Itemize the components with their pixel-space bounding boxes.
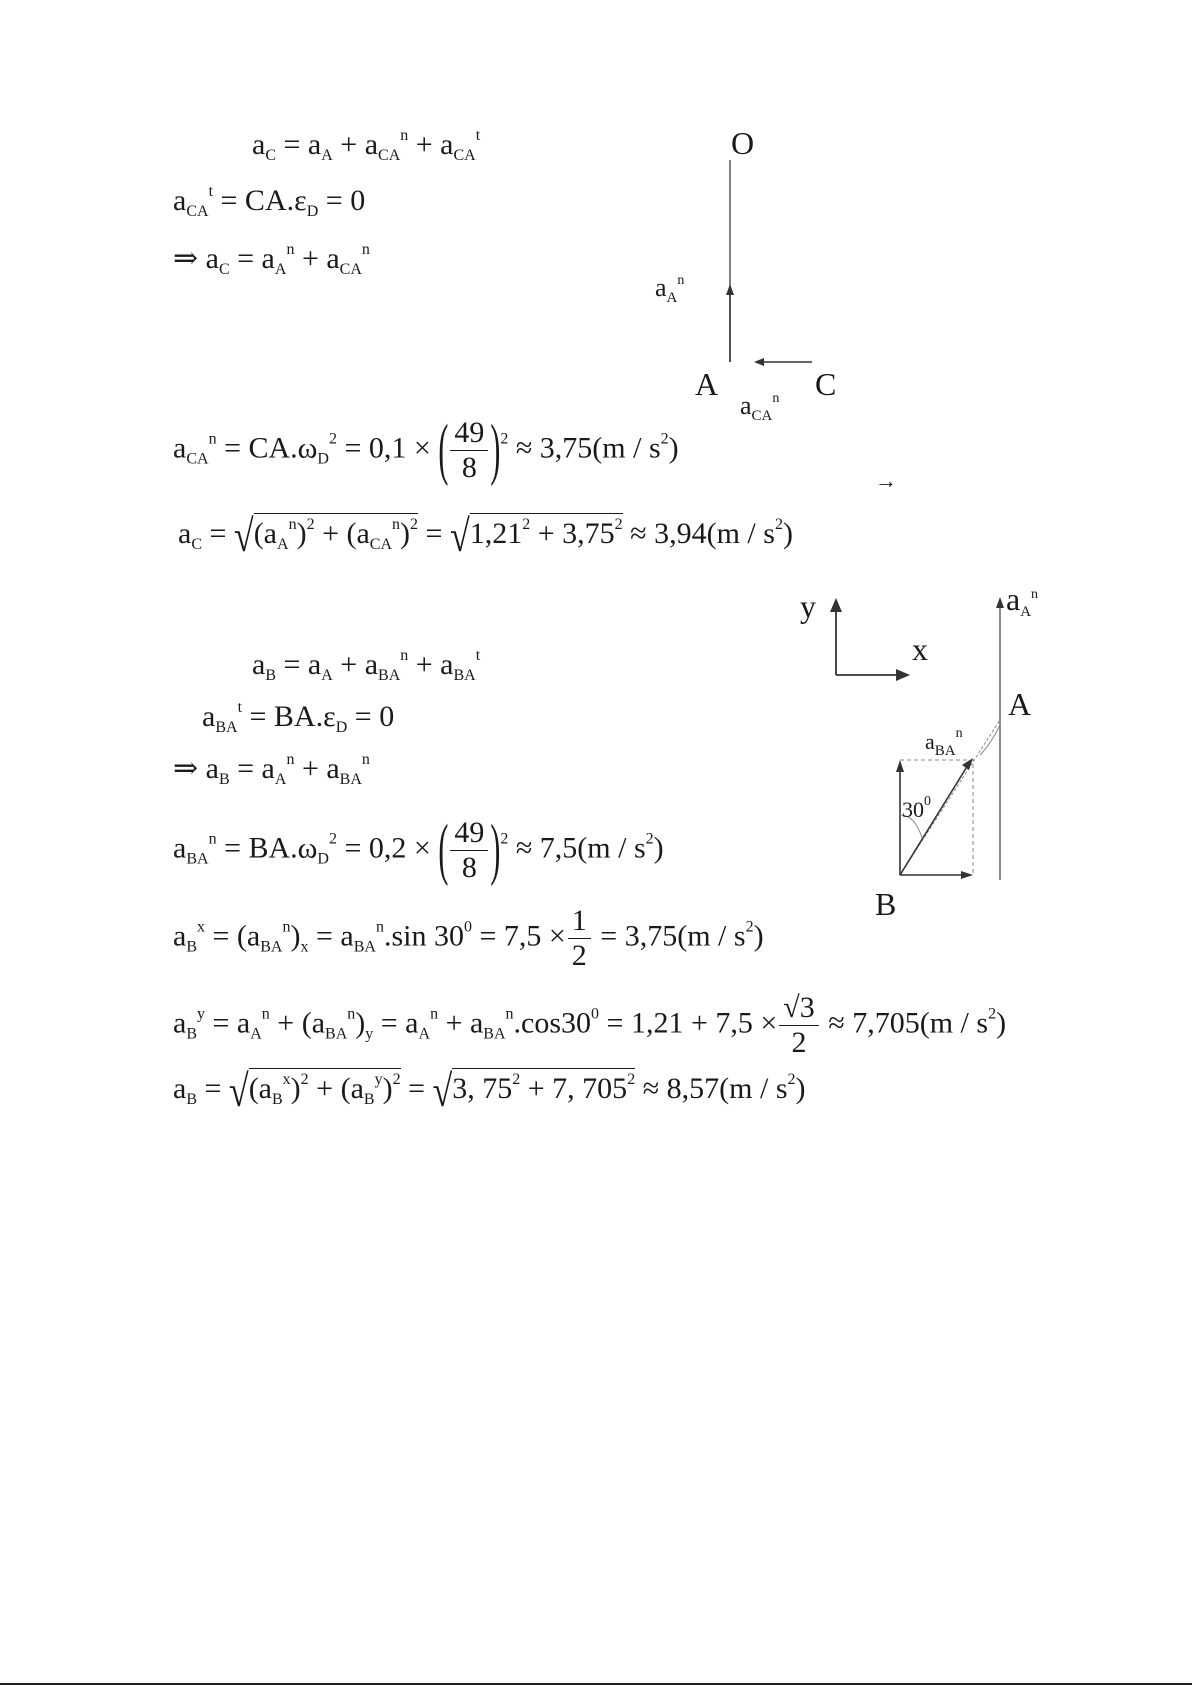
eq-ab-vector: $a_B = a_A + a_{BA}^n + a_{BA}^t$ <box>252 647 481 684</box>
eq-ac-magnitude: $a_C = √(a_A^n)^2 + (a_{CA}^n)^2 = √1,21^2 + 3,75^2 \approx 3,94(m / s^2)$ <box>178 511 793 562</box>
aba-x-arrowhead <box>961 871 973 879</box>
label-aa-n: $a_A^n$ <box>655 273 685 306</box>
eq-ab-implies: ⇒ $a_B = a_A^n + a_{BA}^n$ <box>173 751 370 788</box>
eq-ab-magnitude: $a_B = √(a_B^x)^2 + (a_B^y)^2 = √3$, $75^2 + 7$, $705^2 \approx 8,57(m / s^2)$ <box>173 1066 806 1117</box>
eq-abx: $a_B^x = (a_{BA}^n)_x = a_{BA}^n.\sin$ $30^0 = 7,5$ × $\frac{1}{2}$ = $3,75(m / s^2)$ <box>173 904 764 972</box>
label-c: C <box>815 366 837 402</box>
fraction-49-8: $\frac{49}{8}$ <box>450 818 488 883</box>
angle-arc-a <box>980 725 1000 755</box>
fraction-sqrt3-2: $\frac{√3}{2}$ <box>779 993 818 1058</box>
x-axis-arrowhead <box>896 669 910 681</box>
eq-aba-tangential: $a_{BA}^t = BA.\varepsilon_D = 0$ <box>202 699 395 736</box>
label-a: A <box>695 366 719 402</box>
eq-aca-normal: $a_{CA}^n = CA.\omega_D^2 = 0,1$ × ( $\frac{49}{8}$ )$^2 \approx 3,75(m / s^2)$ <box>173 411 679 488</box>
aba-y-arrowhead <box>896 760 904 772</box>
eq-aba-normal: $a_{BA}^n = BA.\omega_D^2 = 0,2$ × ( $\frac{49}{8}$ )$^2 \approx 7,5(m / s^2)$ <box>173 811 664 888</box>
label-y: y <box>800 588 816 624</box>
label-o: O <box>731 125 755 161</box>
y-axis-arrowhead <box>830 598 842 612</box>
label-angle-30: $30^0$ <box>902 794 931 822</box>
label-aba-n: $a_{BA}^n$ <box>925 726 963 759</box>
label-aca-n: $a_{CA}^n$ <box>740 391 780 424</box>
aa-n-arrowhead <box>996 597 1004 608</box>
eq-ac-vector: $a_C = a_A + a_{CA}^n + a_{CA}^t$ <box>252 127 481 164</box>
label-a-2: A <box>1008 686 1032 722</box>
fraction-49-8: $\frac{49}{8}$ <box>450 418 488 483</box>
eq-ac-implies: ⇒ $a_C = a_A^n + a_{CA}^n$ <box>173 241 370 278</box>
eq-aby: $a_B^y = a_A^n + (a_{BA}^n)_y = a_A^n + a_{BA}^n.\cos 30^0 = 1,21 + 7,5$ × $\frac{√3}{2}$ ≈ $7,705(m / s^2)$ <box>173 991 1007 1059</box>
label-x: x <box>912 631 928 667</box>
label-b: B <box>875 886 897 922</box>
fraction-1-2: $\frac{1}{2}$ <box>568 906 591 971</box>
label-aa-n-2: $a_A^n$ <box>1006 581 1039 620</box>
eq-aca-tangential: $a_{CA}^t = CA.\varepsilon_D = 0$ <box>173 183 366 220</box>
stray-arrow: → <box>875 468 897 493</box>
